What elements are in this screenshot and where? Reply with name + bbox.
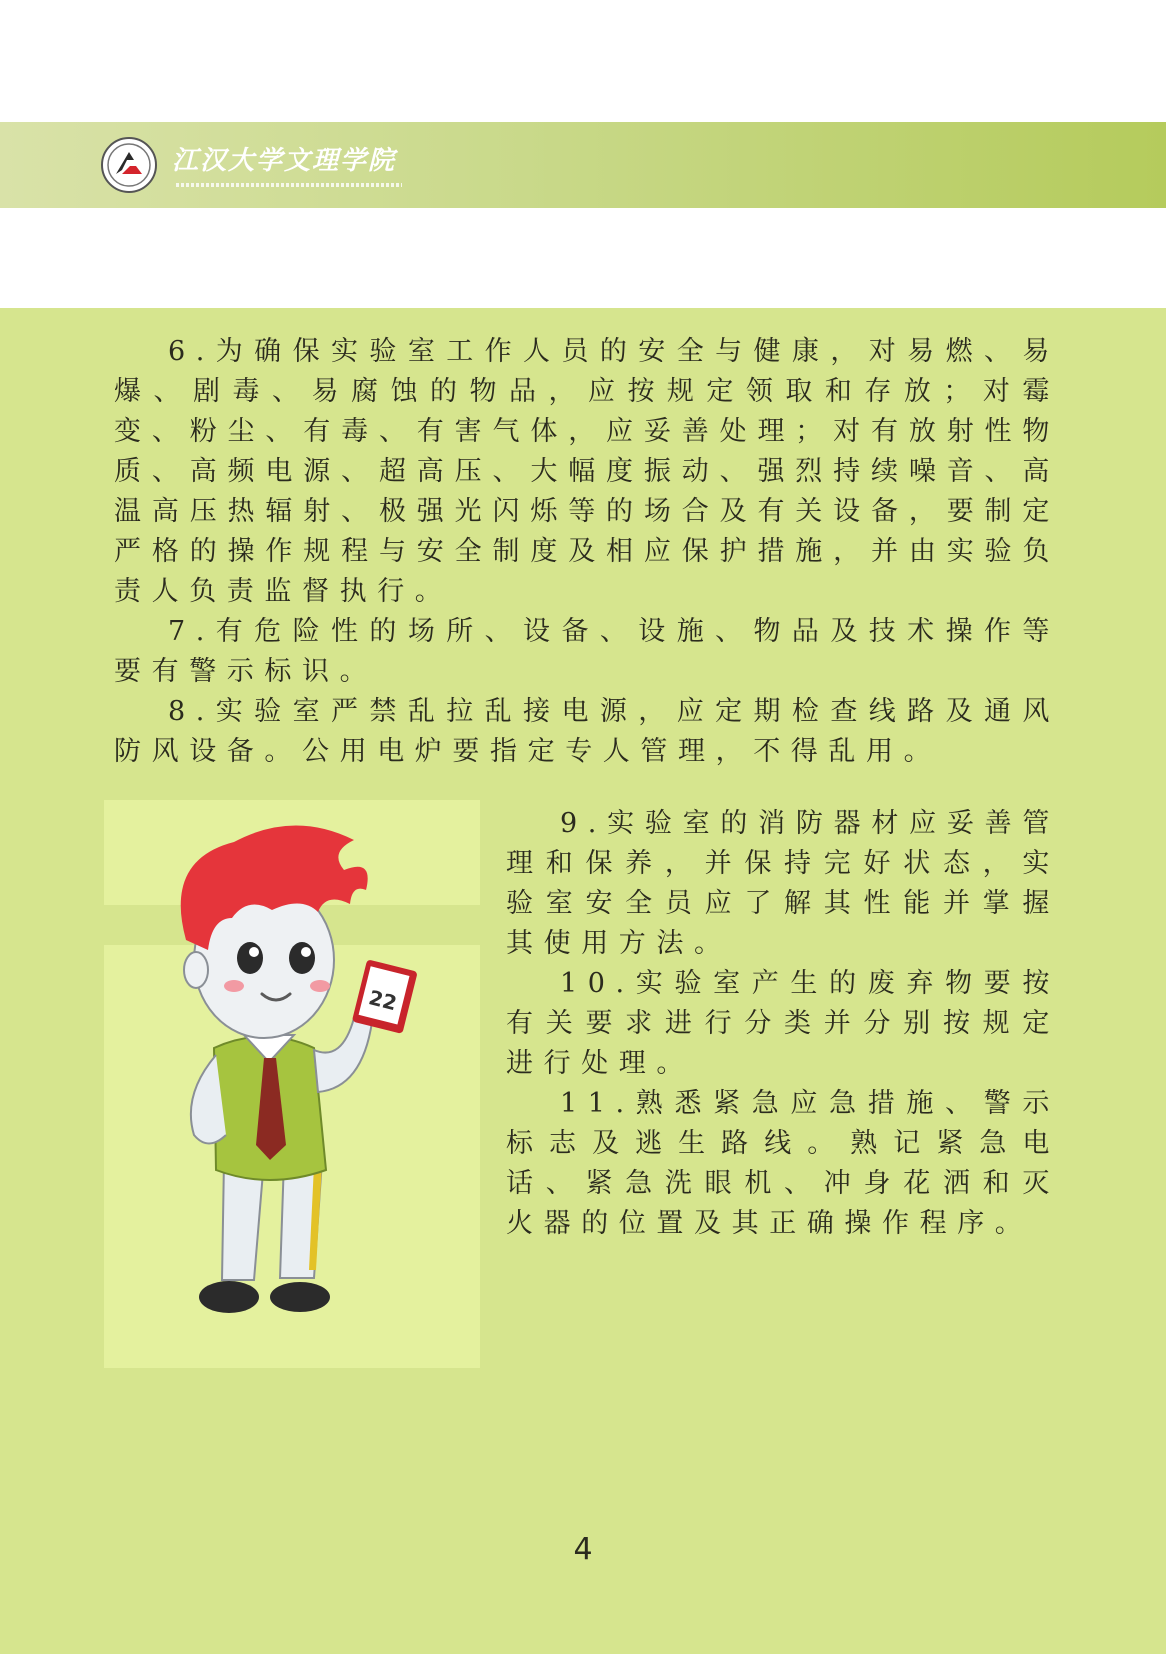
book-cover-mark: 22 (366, 985, 400, 1016)
rule-paragraph-10: 10.实验室产生的废弃物要按有关要求进行分类并分别按规定进行处理。 (506, 968, 1060, 1079)
header-spacer (0, 208, 1166, 308)
rule-paragraph-8: 8.实验室严禁乱拉乱接电源，应定期检查线路及通风防风设备。公用电炉要指定专人管理，不得乱用。 (114, 696, 1060, 767)
top-margin (0, 0, 1166, 122)
rule-paragraph-9: 9.实验室的消防器材应妥善管理和保养，并保持完好状态，实验室安全员应了解其性能并掌握其使用方法。 (506, 808, 1060, 959)
rule-paragraph-6: 6.为确保实验室工作人员的安全与健康，对易燃、易爆、剧毒、易腐蚀的物品，应按规定领取和存放；对霉变、粉尘、有毒、有害气体，应妥善处理；对有放射性物质、高频电源、超高压、大幅度振动、强烈持续噪音、高温高压热辐射、极强光闪烁等的场合及有关设备，要制定严格的操作规程与安全制度及相应保护措施，并由实验负责人负责监督执行。 (114, 336, 1060, 607)
university-seal-icon (100, 136, 158, 194)
illustration-panel (104, 800, 480, 1368)
page-number: 4 (573, 1532, 593, 1567)
header-logo-subline (176, 183, 402, 187)
rule-paragraph-7: 7.有危险性的场所、设备、设施、物品及技术操作等要有警示标识。 (114, 616, 1060, 687)
cartoon-mascot-icon (104, 800, 480, 1368)
rule-paragraph-11: 11.熟悉紧急应急措施、警示标志及逃生路线。熟记紧急电话、紧急洗眼机、冲身花洒和灭火器的位置及其正确操作程序。 (506, 1088, 1060, 1239)
header-logo-text: 江汉大学文理学院 (172, 146, 397, 176)
